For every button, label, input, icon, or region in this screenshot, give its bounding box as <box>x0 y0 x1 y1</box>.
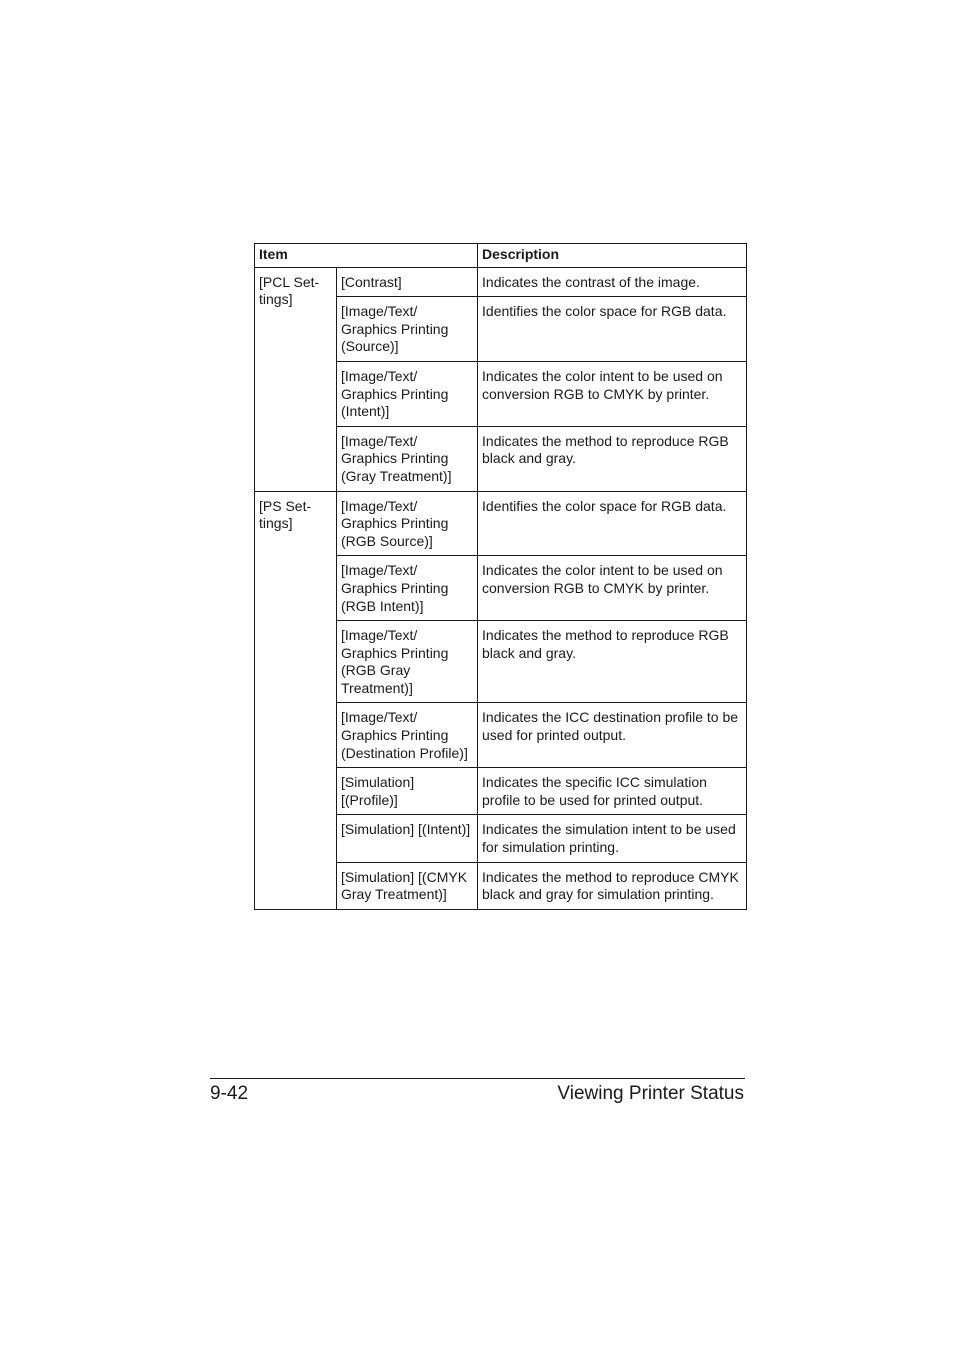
settings-table <box>254 243 747 910</box>
description-cell: Indicates the method to reproduce RGB black and gray. <box>478 426 747 491</box>
item-cell: [Simulation] [(CMYK Gray Treatment)] <box>337 862 478 909</box>
item-cell: [Image/Text/ Graphics Printing (Intent)] <box>337 361 478 426</box>
item-cell: [Image/Text/ Graphics Printing (Gray Treatment)] <box>337 426 478 491</box>
item-cell: [Image/Text/ Graphics Printing (Destination Profile)] <box>337 703 478 768</box>
item-cell: [Image/Text/ Graphics Printing (RGB Intent)] <box>337 556 478 621</box>
item-cell: [Image/Text/ Graphics Printing (RGB Source)] <box>337 491 478 556</box>
footer-divider <box>210 1078 745 1079</box>
description-cell: Identifies the color space for RGB data. <box>478 297 747 362</box>
header-item: Item <box>255 244 478 268</box>
description-cell: Indicates the ICC destination profile to be used for printed output. <box>478 703 747 768</box>
description-cell: Identifies the color space for RGB data. <box>478 491 747 556</box>
item-cell: [Simulation] [(Profile)] <box>337 768 478 815</box>
table-row <box>255 491 747 556</box>
description-cell: Indicates the method to reproduce RGB black and gray. <box>478 621 747 703</box>
page-number: 9-42 <box>210 1083 249 1104</box>
description-cell: Indicates the specific ICC simulation profile to be used for printed output. <box>478 768 747 815</box>
item-cell: [Image/Text/ Graphics Printing (RGB Gray Treatment)] <box>337 621 478 703</box>
description-cell: Indicates the contrast of the image. <box>478 267 747 297</box>
group-label: [PCL Set- tings] <box>255 267 337 491</box>
description-cell: Indicates the color intent to be used on conversion RGB to CMYK by printer. <box>478 361 747 426</box>
group-label: [PS Set- tings] <box>255 491 337 909</box>
description-cell: Indicates the color intent to be used on conversion RGB to CMYK by printer. <box>478 556 747 621</box>
header-description: Description <box>478 244 747 268</box>
item-cell: [Image/Text/ Graphics Printing (Source)] <box>337 297 478 362</box>
item-cell: [Contrast] <box>337 267 478 297</box>
table-header-row <box>255 244 747 268</box>
table-body <box>255 267 747 909</box>
description-cell: Indicates the simulation intent to be used for simulation printing. <box>478 815 747 862</box>
description-cell: Indicates the method to reproduce CMYK black and gray for simulation printing. <box>478 862 747 909</box>
footer-section-title: Viewing Printer Status <box>557 1083 744 1104</box>
table-row <box>255 267 747 297</box>
item-cell: [Simulation] [(Intent)] <box>337 815 478 862</box>
